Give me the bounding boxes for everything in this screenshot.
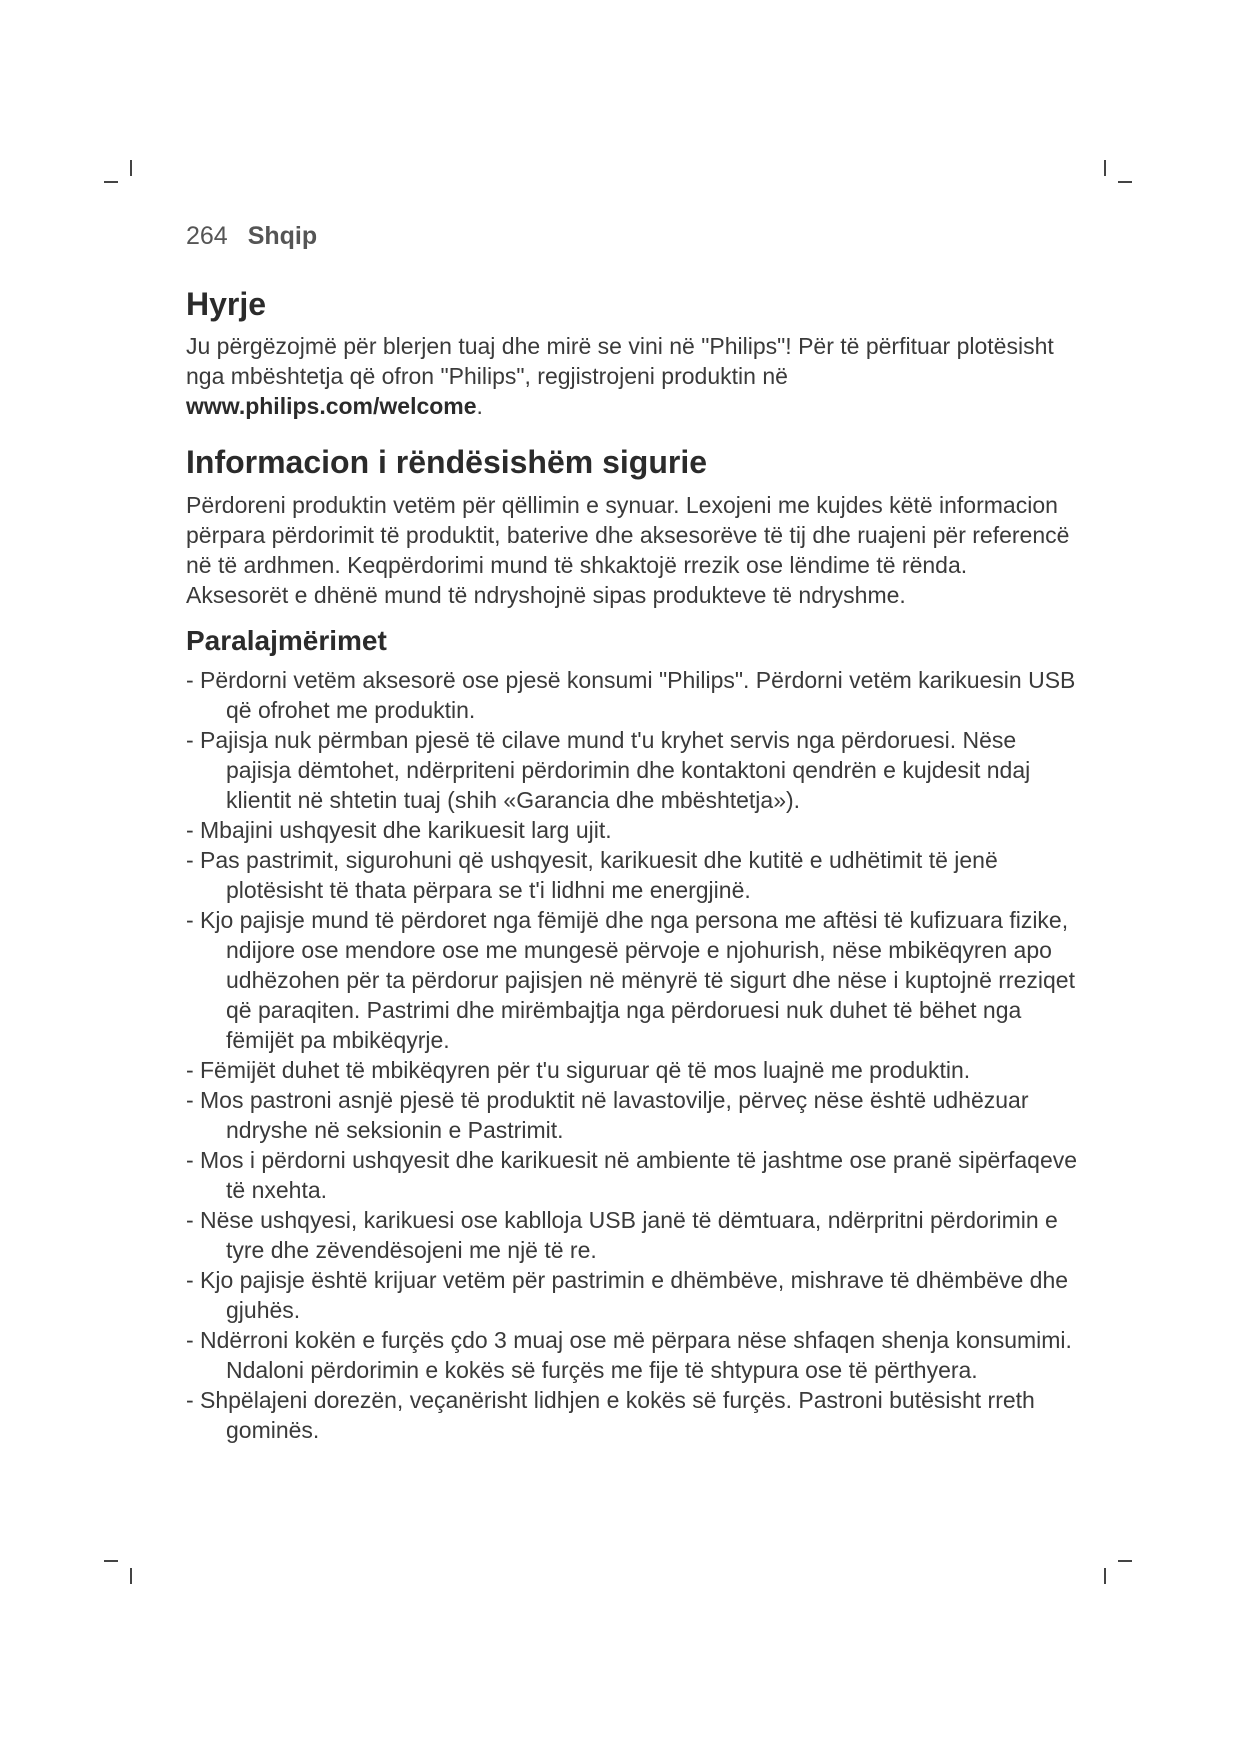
- crop-mark-top-right-h: [1118, 181, 1132, 183]
- warning-text: Përdorni vetëm aksesorë ose pjesë konsumi "Philips". Përdorni vetëm karikuesin USB që ofrohet me produktin.: [200, 667, 1076, 724]
- warning-text: Kjo pajisje është krijuar vetëm për pastrimin e dhëmbëve, mishrave të dhëmbëve dhe gjuhës.: [200, 1267, 1069, 1324]
- page-content: [186, 285, 1086, 1445]
- warning-text: Fëmijët duhet të mbikëqyren për t'u siguruar që të mos luajnë me produktin.: [200, 1057, 971, 1084]
- warning-text: Nëse ushqyesi, karikuesi ose kablloja USB janë të dëmtuara, ndërpritni përdorimin e tyre dhe zëvendësojeni me një të re.: [200, 1207, 1058, 1264]
- safety-title: Informacion i rëndësishëm sigurie: [186, 444, 708, 481]
- bullet-dash: -: [186, 817, 194, 844]
- crop-mark-top-left-h: [104, 181, 118, 183]
- warning-text: Pajisja nuk përmban pjesë të cilave mund t'u kryhet servis nga përdoruesi. Nëse pajisja dëmtohet, ndërpriteni përdorimin dhe kontaktoni qendrën e kujdesit ndaj klientit në shtetin tuaj (shih «Garancia dhe mbështetja»).: [200, 727, 1031, 814]
- safety-paragraph-1: Përdoreni produktin vetëm për qëllimin e synuar. Lexojeni me kujdes këtë informacion përpara përdorimit të produktit, baterive dhe aksesorëve të tij dhe ruajeni për referencë në të ardhmen. Keqpërdorimi mund të shkaktojë rrezik ose lëndime të rënda.: [186, 491, 1070, 578]
- crop-mark-bottom-right-v: [1104, 1568, 1106, 1584]
- bullet-dash: -: [186, 1327, 194, 1354]
- bullet-dash: -: [186, 1387, 194, 1414]
- warning-item: [186, 845, 1086, 905]
- warning-text: Mbajini ushqyesit dhe karikuesit larg ujit.: [200, 817, 612, 844]
- warning-item: [186, 1055, 1086, 1085]
- crop-mark-bottom-left-h: [104, 1560, 118, 1562]
- warning-text: Pas pastrimit, sigurohuni që ushqyesit, karikuesit dhe kutitë e udhëtimit të jenë plotësisht të thata përpara se t'i lidhni me energjinë.: [200, 847, 998, 904]
- warning-item: [186, 1325, 1086, 1385]
- welcome-link[interactable]: www.philips.com/welcome: [186, 393, 477, 420]
- bullet-dash: -: [186, 1147, 194, 1174]
- page-number: 264: [186, 222, 228, 250]
- warning-item: [186, 905, 1086, 1055]
- bullet-dash: -: [186, 907, 194, 934]
- warning-text: Ndërroni kokën e furçës çdo 3 muaj ose më përpara nëse shfaqen shenja konsumimi. Ndaloni përdorimin e kokës së furçës me fije të shtypura ose të përthyera.: [200, 1327, 1072, 1384]
- safety-paragraph-2: Aksesorët e dhënë mund të ndryshojnë sipas produkteve të ndryshme.: [186, 581, 906, 608]
- bullet-dash: -: [186, 1087, 194, 1114]
- intro-paragraph: [186, 331, 1086, 421]
- warning-item: [186, 665, 1086, 725]
- warning-item: [186, 1205, 1086, 1265]
- bullet-dash: -: [186, 667, 194, 694]
- warning-item: [186, 725, 1086, 815]
- crop-mark-top-right-v: [1104, 160, 1106, 176]
- page-header: [186, 222, 317, 251]
- bullet-dash: -: [186, 727, 194, 754]
- warning-item: [186, 815, 1086, 845]
- warning-text: Mos pastroni asnjë pjesë të produktit në lavastovilje, përveç nëse është udhëzuar ndryshe në seksionin e Pastrimit.: [200, 1087, 1029, 1144]
- language-label: Shqip: [247, 222, 318, 250]
- crop-mark-bottom-left-v: [130, 1568, 132, 1584]
- intro-trailing: .: [476, 393, 483, 420]
- bullet-dash: -: [186, 847, 194, 874]
- warnings-list: [186, 665, 1086, 1445]
- bullet-dash: -: [186, 1207, 194, 1234]
- warning-item: [186, 1385, 1086, 1445]
- warning-text: Mos i përdorni ushqyesit dhe karikuesit në ambiente të jashtme ose pranë sipërfaqeve të nxehta.: [200, 1147, 1078, 1204]
- bullet-dash: -: [186, 1267, 194, 1294]
- intro-text: Ju përgëzojmë për blerjen tuaj dhe mirë se vini në "Philips"! Për të përfituar plotësisht nga mbështetja që ofron "Philips", regjistrojeni produktin në: [186, 333, 1054, 390]
- warning-text: Kjo pajisje mund të përdoret nga fëmijë dhe nga persona me aftësi të kufizuara fizike, ndijore ose mendore ose me mungesë përvoje e njohurish, nëse mbikëqyren apo udhëzohen për ta përdorur pajisjen në mënyrë të sigurt dhe nëse i kuptojnë rreziqet që paraqiten. Pastrimi dhe mirëmbajtja nga përdoruesi nuk duhet të bëhet nga fëmijët pa mbikëqyrje.: [200, 907, 1075, 1054]
- crop-mark-top-left-v: [130, 160, 132, 176]
- warning-item: [186, 1145, 1086, 1205]
- warning-text: Shpëlajeni dorezën, veçanërisht lidhjen e kokës së furçës. Pastroni butësisht rreth gominës.: [200, 1387, 1035, 1444]
- warnings-title: Paralajmërimet: [186, 624, 387, 656]
- warning-item: [186, 1085, 1086, 1145]
- bullet-dash: -: [186, 1057, 194, 1084]
- warning-item: [186, 1265, 1086, 1325]
- intro-title: Hyrje: [186, 286, 267, 322]
- crop-mark-bottom-right-h: [1118, 1560, 1132, 1562]
